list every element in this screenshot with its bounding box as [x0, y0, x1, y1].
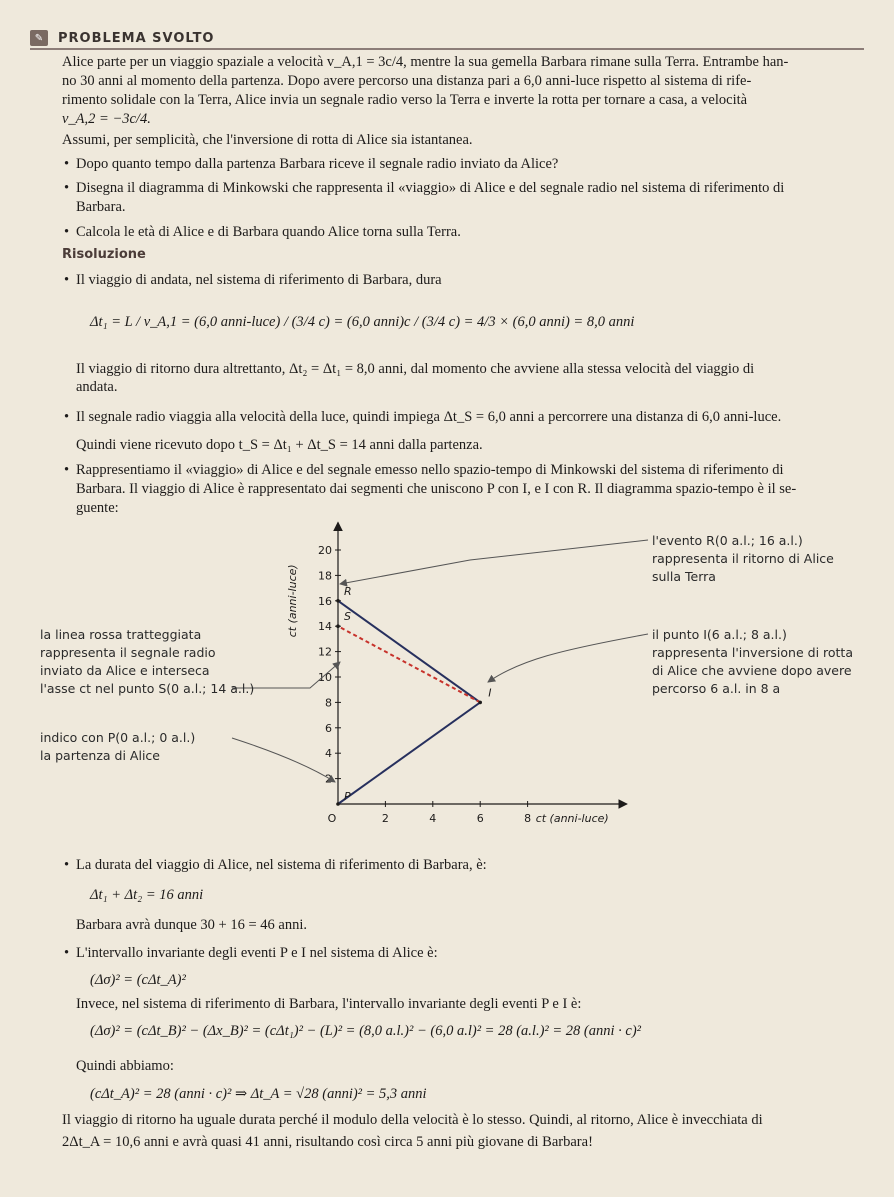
- solution-title: Risoluzione: [62, 247, 146, 262]
- solution-text-3b: Quindi viene ricevuto dopo t_S = Δt₁ + Δt_S = 14 anni dalla partenza.: [76, 437, 483, 453]
- callout-line-i: [488, 634, 648, 682]
- point-I: [478, 701, 482, 705]
- solution-text-8: Invece, nel sistema di riferimento di Barbara, l'intervallo invariante degli eventi P e I è:: [76, 996, 582, 1012]
- problem-line-3: rimento solidale con la Terra, Alice invia un segnale radio verso la Terra e inverte la rotta per tornare a casa, a velocità: [62, 92, 748, 108]
- question-2a: • Disegna il diagramma di Minkowski che rappresenta il «viaggio» di Alice e del segnale radio nel sistema di riferimento di: [76, 180, 784, 197]
- x-tick-label-6: 6: [476, 812, 484, 825]
- solution-text-2a: Il viaggio di ritorno dura altrettanto, Δt₂ = Δt₁ = 8,0 anni, dal momento che avviene alla stessa velocità del viaggio di: [76, 361, 755, 377]
- point-label-S: S: [344, 610, 351, 624]
- note-r-1: l'evento R(0 a.l.; 16 a.l.): [652, 533, 803, 548]
- point-label-P: P: [344, 790, 351, 803]
- note-i-3: di Alice che avviene dopo avere: [652, 663, 852, 678]
- y-tick-label-4: 4: [325, 747, 332, 761]
- y-tick-label-18: 18: [318, 569, 332, 583]
- point-S: [336, 624, 340, 628]
- y-tick-label-20: 20: [318, 544, 332, 557]
- y-axis-label: ct (anni-luce): [286, 564, 299, 638]
- solution-text-6: Barbara avrà dunque 30 + 16 = 46 anni.: [76, 917, 307, 933]
- solution-text-1: • Il viaggio di andata, nel sistema di riferimento di Barbara, dura: [76, 272, 442, 289]
- solution-text-4c: guente:: [76, 500, 119, 516]
- y-tick-label-8: 8: [325, 696, 332, 710]
- y-tick-label-14: 14: [318, 620, 332, 634]
- problem-line-1: Alice parte per un viaggio spaziale a velocità v_A,1 = 3c/4, mentre la sua gemella Barbara rimane sulla Terra. Entrambe han-: [62, 54, 789, 70]
- y-tick-label-16: 16: [318, 594, 332, 608]
- note-i-4: percorso 6 a.l. in 8 a: [652, 681, 781, 696]
- solution-text-9: Quindi abbiamo:: [76, 1058, 174, 1074]
- x-axis-label: ct (anni-luce): [535, 812, 609, 825]
- solution-text-2b: andata.: [76, 379, 118, 395]
- x-tick-label-8: 8: [524, 812, 532, 825]
- alice-worldline: [338, 601, 480, 804]
- solution-text-7: • L'intervallo invariante degli eventi P e I nel sistema di Alice è:: [76, 945, 438, 962]
- problem-line-4: v_A,2 = −3c/4.: [62, 111, 151, 127]
- radio-signal-line: [338, 626, 480, 702]
- note-p-1: indico con P(0 a.l.; 0 a.l.): [40, 730, 196, 745]
- equation-3: (Δσ)² = (cΔt_A)²: [90, 972, 186, 988]
- point-label-R: R: [344, 584, 352, 598]
- note-p-2: la partenza di Alice: [40, 748, 160, 763]
- point-P: [336, 802, 340, 806]
- problem-title: PROBLEMA SVOLTO: [58, 30, 215, 46]
- y-tick-label-6: 6: [325, 721, 332, 735]
- solution-text-10a: Il viaggio di ritorno ha uguale durata perché il modulo della velocità è lo stesso. Quindi, al ritorno, Alice è invecchiata di: [62, 1112, 763, 1128]
- equation-1: Δt₁ = L / v_A,1 = (6,0 anni-luce) / (3/4 c) = (6,0 anni)c / (3/4 c) = 4/3 × (6,0 anni) = 8,0 anni: [90, 314, 635, 330]
- y-tick-label-10: 10: [318, 671, 332, 684]
- x-tick-label-4: 4: [429, 812, 437, 825]
- question-1: • Dopo quanto tempo dalla partenza Barbara riceve il segnale radio inviato da Alice?: [76, 156, 558, 173]
- equation-5: (cΔt_A)² = 28 (anni · c)² ⇒ Δt_A = √28 (anni)² = 5,3 anni: [90, 1086, 427, 1102]
- note-r-2: rappresenta il ritorno di Alice: [652, 551, 834, 566]
- note-red-1: la linea rossa tratteggiata: [40, 627, 202, 642]
- point-label-I: I: [488, 686, 492, 700]
- problem-line-2: no 30 anni al momento della partenza. Dopo avere percorso una distanza pari a 6,0 anni-luce rispetto al sistema di rife-: [62, 73, 752, 89]
- note-i-1: il punto I(6 a.l.; 8 a.l.): [652, 627, 787, 642]
- y-tick-label-2: 2: [325, 772, 332, 786]
- callout-line-p: [232, 738, 335, 782]
- solution-text-5: • La durata del viaggio di Alice, nel sistema di riferimento di Barbara, è:: [76, 857, 487, 874]
- equation-4: (Δσ)² = (cΔt_B)² − (Δx_B)² = (cΔt₁)² − (L)² = (8,0 a.l.)² − (6,0 a.l)² = 28 (a.l.)² = 28 (anni · c)²: [90, 1023, 641, 1039]
- y-tick-label-12: 12: [318, 645, 332, 659]
- callout-line-r: [340, 540, 648, 584]
- solution-text-4b: Barbara. Il viaggio di Alice è rappresentato dai segmenti che uniscono P con I, e I con R. Il diagramma spazio-tempo è il se-: [76, 481, 797, 497]
- point-R: [336, 599, 340, 603]
- note-r-3: sulla Terra: [652, 569, 716, 584]
- solution-text-10b: 2Δt_A = 10,6 anni e avrà quasi 41 anni, risultando così circa 5 anni più giovane di Barbara!: [62, 1134, 593, 1150]
- solution-text-4a: • Rappresentiamo il «viaggio» di Alice e del segnale emesso nello spazio-tempo di Minkowski del sistema di riferimento di: [76, 462, 784, 479]
- question-2b: Barbara.: [76, 199, 126, 215]
- solution-text-3a: • Il segnale radio viaggia alla velocità della luce, quindi impiega Δt_S = 6,0 anni a percorrere una distanza di 6,0 anni-luce.: [76, 409, 781, 426]
- problem-line-5: Assumi, per semplicità, che l'inversione di rotta di Alice sia istantanea.: [62, 132, 473, 148]
- question-3: • Calcola le età di Alice e di Barbara quando Alice torna sulla Terra.: [76, 224, 461, 241]
- x-tick-label-0: O: [327, 812, 337, 825]
- note-red-2: rappresenta il segnale radio: [40, 645, 216, 660]
- x-tick-label-2: 2: [381, 812, 389, 825]
- note-red-3: inviato da Alice e interseca: [40, 663, 210, 678]
- note-red-4: l'asse ct nel punto S(0 a.l.; 14 a.l.): [40, 681, 255, 696]
- equation-2: Δt₁ + Δt₂ = 16 anni: [90, 887, 204, 903]
- solved-problem-icon: ✎: [30, 30, 48, 46]
- note-i-2: rappresenta l'inversione di rotta: [652, 645, 853, 660]
